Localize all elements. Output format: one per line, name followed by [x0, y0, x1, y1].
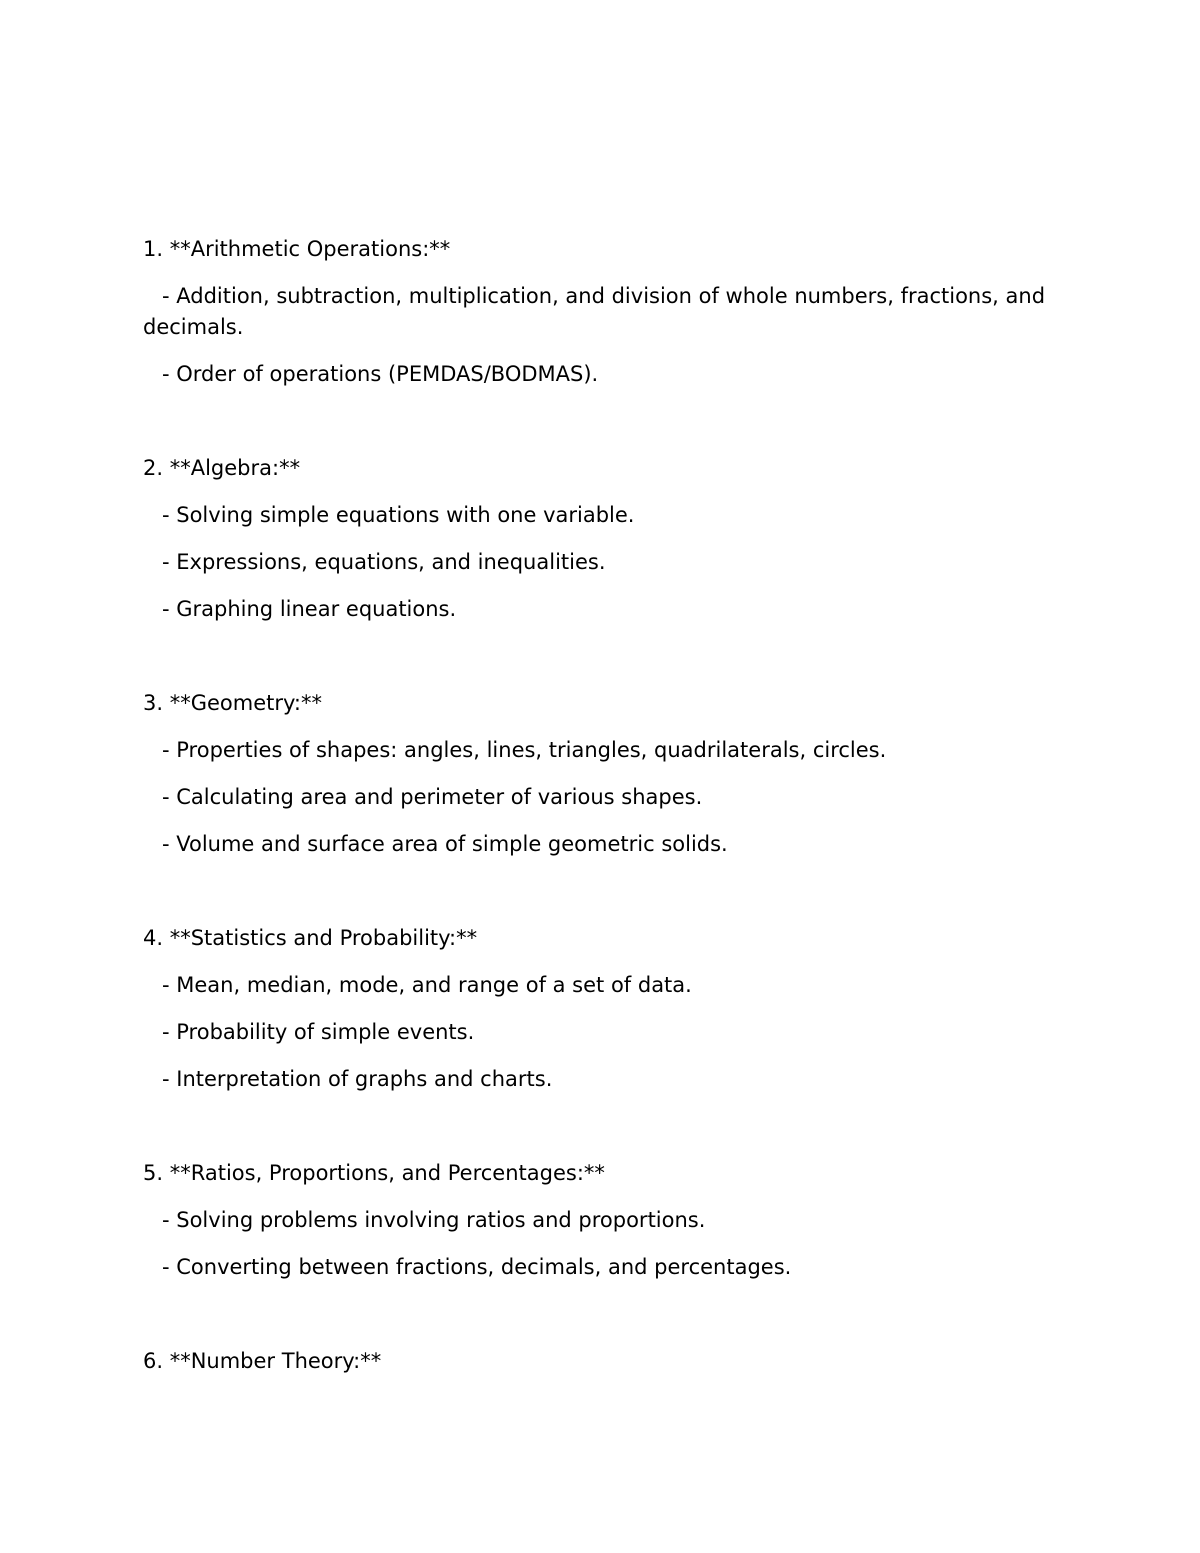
document-body	[143, 234, 1053, 1393]
list-item: - Graphing linear equations.	[162, 597, 457, 621]
list-item: - Addition, subtraction, multiplication, and division of whole numbers, fractions, and decimals.	[143, 284, 1046, 339]
section-arithmetic	[143, 234, 1053, 390]
list-item: - Mean, median, mode, and range of a set of data.	[162, 973, 692, 997]
list-item: - Calculating area and perimeter of various shapes.	[162, 785, 703, 809]
section-heading: 3. **Geometry:**	[143, 691, 322, 715]
section-heading: 5. **Ratios, Proportions, and Percentages:**	[143, 1161, 605, 1185]
list-item: - Interpretation of graphs and charts.	[162, 1067, 553, 1091]
list-item: - Solving problems involving ratios and proportions.	[162, 1208, 706, 1232]
section-heading: 2. **Algebra:**	[143, 456, 301, 480]
section-heading: 1. **Arithmetic Operations:**	[143, 237, 451, 261]
list-item: - Converting between fractions, decimals, and percentages.	[162, 1255, 792, 1279]
list-item: - Properties of shapes: angles, lines, triangles, quadrilaterals, circles.	[162, 738, 887, 762]
list-item: - Probability of simple events.	[162, 1020, 475, 1044]
section-ratios-proportions-percentages	[143, 1158, 1053, 1283]
section-heading: 6. **Number Theory:**	[143, 1349, 382, 1373]
list-item: - Solving simple equations with one variable.	[162, 503, 635, 527]
section-geometry	[143, 688, 1053, 860]
section-statistics-probability	[143, 923, 1053, 1095]
section-algebra	[143, 453, 1053, 625]
list-item: - Volume and surface area of simple geometric solids.	[162, 832, 728, 856]
section-number-theory	[143, 1346, 1053, 1377]
section-heading: 4. **Statistics and Probability:**	[143, 926, 478, 950]
list-item: - Expressions, equations, and inequalities.	[162, 550, 606, 574]
list-item: - Order of operations (PEMDAS/BODMAS).	[162, 362, 599, 386]
